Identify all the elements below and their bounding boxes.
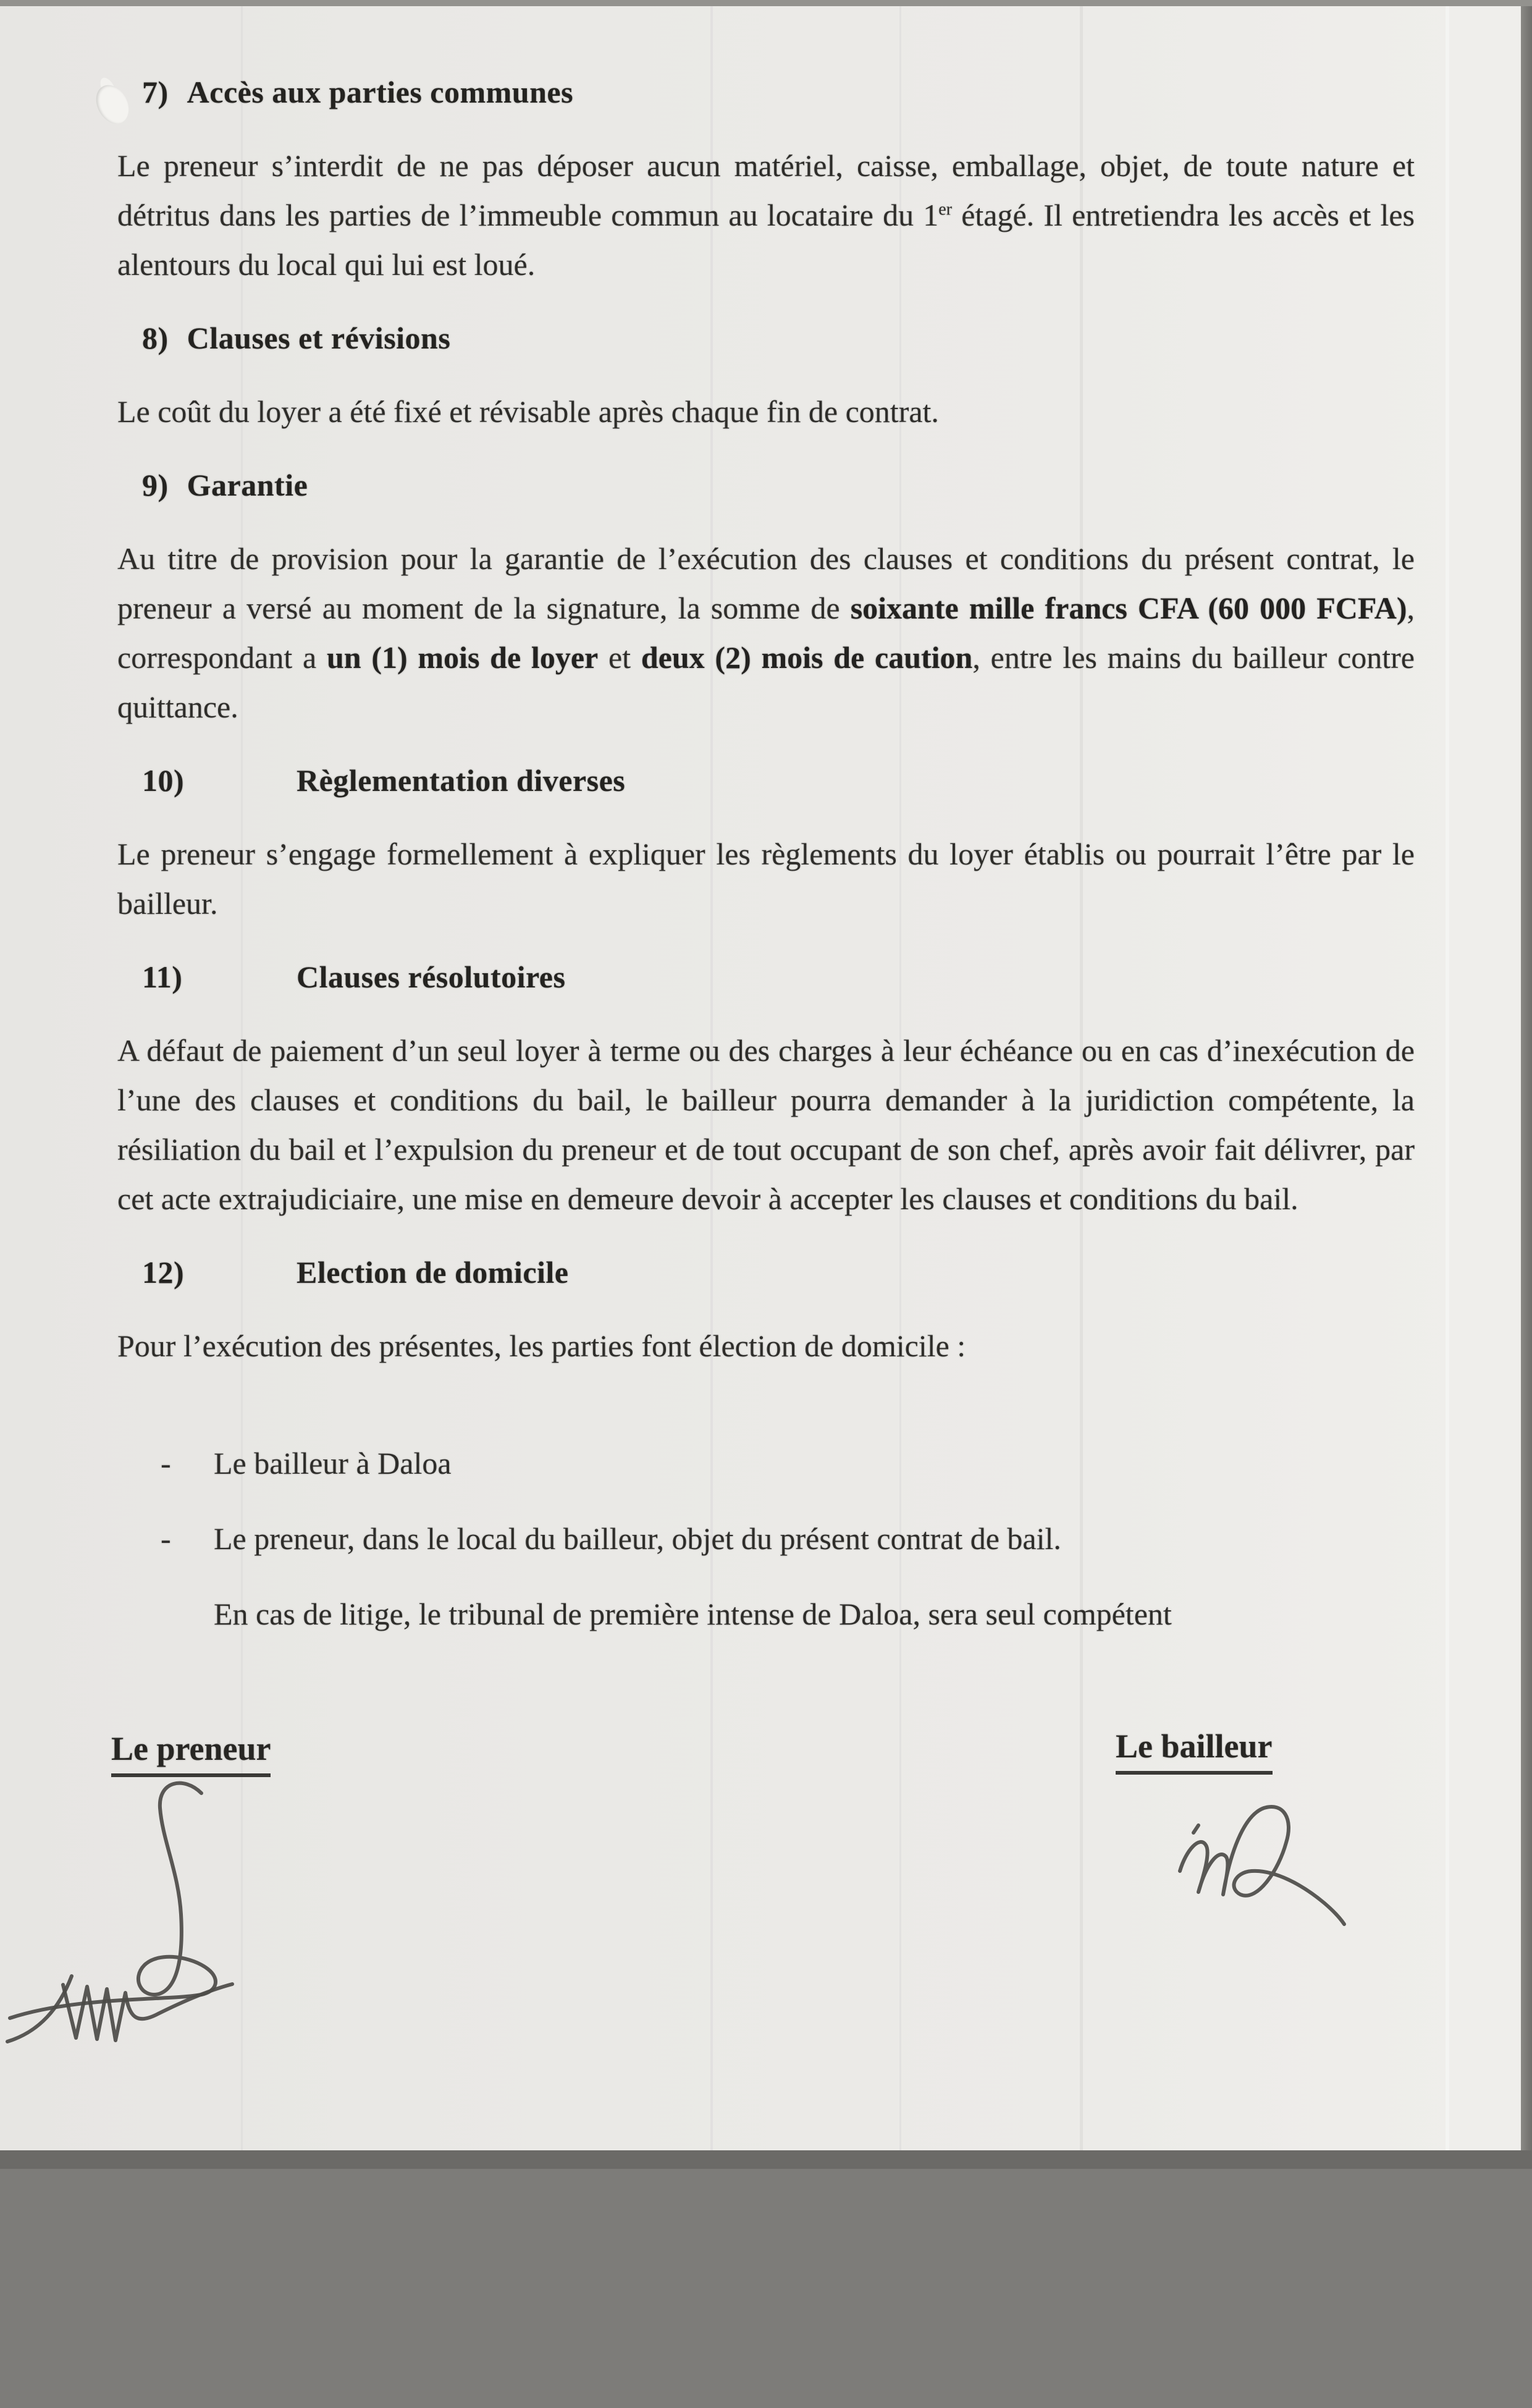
paragraph-text: , correspondant a	[117, 591, 1415, 675]
section-11-heading	[117, 958, 1415, 996]
list-item	[117, 1438, 1415, 1488]
list-item-text: Le preneur, dans le local du bailleur, objet du présent contrat de bail.	[214, 1521, 1061, 1556]
bullet-dash: -	[161, 1521, 171, 1556]
heading-title: Clauses résolutoires	[297, 960, 566, 994]
paragraph-bold-text: soixante mille francs CFA (60 000 FCFA)	[850, 591, 1407, 625]
preneur-signature-label: Le preneur	[111, 1730, 271, 1777]
bullet-dash	[161, 1589, 214, 1639]
election-domicile-list	[117, 1438, 1415, 1639]
section-7-paragraph	[117, 141, 1415, 289]
scan-streak	[1446, 6, 1449, 2150]
section-8-paragraph: Le coût du loyer a été fixé et révisable après chaque fin de contrat.	[117, 394, 939, 429]
preneur-signature	[4, 1772, 294, 2044]
section-11-paragraph: A défaut de paiement d’un seul loyer à terme ou des charges à leur échéance ou en cas d’inexécution de l’une des clauses et conditions du bail, le bailleur pourra demander à la juridiction compétente, la résiliation du bail et l’expulsion du preneur et de tout occupant de son chef, après avoir fait délivrer, par cet acte extrajudiciaire, une mise en demeure devoir à accepter les clauses et conditions du bail.	[117, 1033, 1415, 1216]
bailleur-signature	[1154, 1797, 1358, 1945]
list-item	[117, 1514, 1415, 1563]
paragraph-text: Au titre de provision pour la garantie de l’exécution des clauses et conditions du présent contrat, le preneur a versé au moment de la signature, la somme de	[117, 541, 1415, 625]
heading-title: Règlementation diverses	[297, 763, 626, 798]
section-9-paragraph	[117, 534, 1415, 732]
paragraph-text: Le preneur s’interdit de ne pas déposer aucun matériel, caisse, emballage, objet, de toute nature et détritus dans les parties de l’immeuble commun au locataire du 1	[117, 148, 1415, 232]
paragraph-text: étagé. Il entretiendra les accès et les alentours du local qui lui est loué.	[117, 198, 1415, 282]
scan-right-edge	[1521, 6, 1532, 2150]
section-10-heading	[117, 761, 1415, 800]
section-7-heading	[117, 73, 1415, 111]
scan-top-edge	[0, 0, 1532, 6]
section-8-heading	[117, 319, 1415, 357]
paragraph-text: , entre les mains du bailleur contre quittance.	[117, 640, 1415, 724]
heading-title: Accès aux parties communes	[187, 75, 574, 109]
section-12-heading	[117, 1253, 1415, 1291]
paragraph-bold-text: deux (2) mois de caution	[641, 640, 973, 675]
bailleur-signature-label: Le bailleur	[1116, 1728, 1273, 1775]
page-sheet	[0, 6, 1521, 2150]
heading-number: 7)	[142, 75, 169, 109]
heading-number: 11)	[142, 960, 183, 994]
heading-title: Clauses et révisions	[187, 321, 451, 355]
contract-text	[117, 73, 1415, 1665]
section-12-paragraph: Pour l’exécution des présentes, les parties font élection de domicile :	[117, 1329, 966, 1363]
bullet-dash: -	[161, 1446, 171, 1481]
heading-title: Election de domicile	[297, 1255, 569, 1290]
section-10-paragraph: Le preneur s’engage formellement à expliquer les règlements du loyer établis ou pourrait l’être par le bailleur.	[117, 837, 1415, 921]
paragraph-text: et	[598, 640, 641, 675]
page-bottom-shadow	[0, 2150, 1532, 2169]
list-item-text: Le bailleur à Daloa	[214, 1446, 452, 1481]
paragraph-bold-text: un (1) mois de loyer	[326, 640, 599, 675]
heading-number: 9)	[142, 468, 169, 502]
heading-number: 8)	[142, 321, 169, 355]
heading-title: Garantie	[187, 468, 308, 502]
list-item	[117, 1589, 1415, 1639]
heading-number: 12)	[142, 1255, 185, 1290]
ordinal-superscript: er	[938, 200, 953, 219]
heading-number: 10)	[142, 763, 185, 798]
section-9-heading	[117, 466, 1415, 504]
list-item-text: En cas de litige, le tribunal de première intense de Daloa, sera seul compétent	[214, 1597, 1172, 1631]
